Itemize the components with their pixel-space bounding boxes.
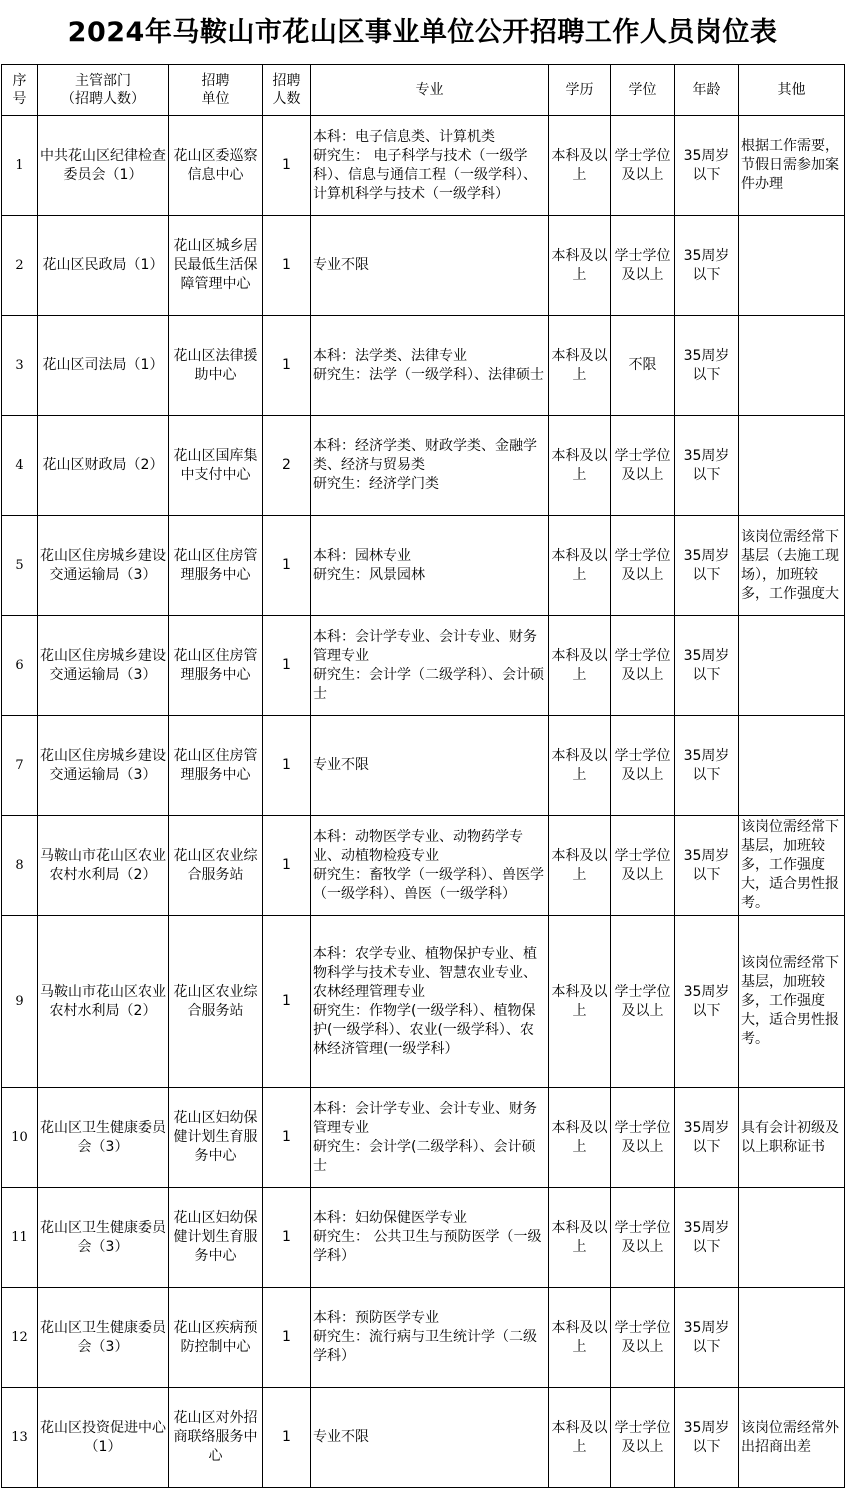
cell-unit: 花山区农业综合服务站 — [169, 916, 263, 1088]
cell-edu: 本科及以上 — [549, 416, 611, 516]
cell-count: 1 — [263, 216, 311, 316]
cell-seq: 6 — [2, 616, 38, 716]
cell-other — [739, 616, 845, 716]
table-row — [2, 1088, 845, 1188]
cell-other: 根据工作需要，节假日需参加案件办理 — [739, 116, 845, 216]
cell-other — [739, 1288, 845, 1388]
col-header-dept: 主管部门 （招聘人数） — [38, 65, 169, 116]
cell-age: 35周岁以下 — [675, 216, 739, 316]
cell-seq: 11 — [2, 1188, 38, 1288]
cell-edu: 本科及以上 — [549, 216, 611, 316]
cell-unit: 花山区妇幼保健计划生育服务中心 — [169, 1088, 263, 1188]
cell-dept: 花山区民政局（1） — [38, 216, 169, 316]
cell-age: 35周岁以下 — [675, 916, 739, 1088]
cell-age: 35周岁以下 — [675, 816, 739, 916]
cell-unit: 花山区住房管理服务中心 — [169, 616, 263, 716]
col-header-edu: 学历 — [549, 65, 611, 116]
cell-other: 该岗位需经常外出招商出差 — [739, 1388, 845, 1488]
cell-major: 本科：经济学类、财政学类、金融学类、经济与贸易类 研究生：经济学门类 — [311, 416, 549, 516]
cell-other: 该岗位需经常下基层（去施工现场），加班较多，工作强度大 — [739, 516, 845, 616]
cell-seq: 12 — [2, 1288, 38, 1388]
cell-dept: 花山区住房城乡建设交通运输局（3） — [38, 516, 169, 616]
cell-major: 本科：园林专业 研究生：风景园林 — [311, 516, 549, 616]
table-row — [2, 1288, 845, 1388]
cell-unit: 花山区城乡居民最低生活保障管理中心 — [169, 216, 263, 316]
cell-other: 该岗位需经常下基层，加班较多，工作强度大，适合男性报考。 — [739, 916, 845, 1088]
table-row — [2, 216, 845, 316]
cell-degree: 学士学位及以上 — [611, 216, 675, 316]
col-header-age: 年龄 — [675, 65, 739, 116]
cell-unit: 花山区疾病预防控制中心 — [169, 1288, 263, 1388]
cell-edu: 本科及以上 — [549, 1188, 611, 1288]
cell-degree: 学士学位及以上 — [611, 1288, 675, 1388]
cell-major: 专业不限 — [311, 216, 549, 316]
cell-other — [739, 416, 845, 516]
cell-seq: 7 — [2, 716, 38, 816]
cell-seq: 2 — [2, 216, 38, 316]
table-row — [2, 816, 845, 916]
cell-degree: 学士学位及以上 — [611, 516, 675, 616]
cell-dept: 马鞍山市花山区农业农村水利局（2） — [38, 816, 169, 916]
cell-major: 本科：会计学专业、会计专业、财务管理专业 研究生：会计学（二级学科）、会计硕士 — [311, 616, 549, 716]
cell-seq: 8 — [2, 816, 38, 916]
table-row — [2, 916, 845, 1088]
cell-dept: 花山区卫生健康委员会（3） — [38, 1188, 169, 1288]
cell-age: 35周岁以下 — [675, 1288, 739, 1388]
cell-degree: 学士学位及以上 — [611, 1188, 675, 1288]
table-row — [2, 516, 845, 616]
cell-dept: 中共花山区纪律检查委员会（1） — [38, 116, 169, 216]
cell-degree: 学士学位及以上 — [611, 716, 675, 816]
table-row — [2, 616, 845, 716]
cell-count: 1 — [263, 916, 311, 1088]
cell-age: 35周岁以下 — [675, 316, 739, 416]
cell-seq: 10 — [2, 1088, 38, 1188]
cell-unit: 花山区妇幼保健计划生育服务中心 — [169, 1188, 263, 1288]
cell-major: 本科：会计学专业、会计专业、财务管理专业 研究生：会计学(二级学科）、会计硕士 — [311, 1088, 549, 1188]
cell-count: 1 — [263, 516, 311, 616]
cell-major: 专业不限 — [311, 1388, 549, 1488]
cell-edu: 本科及以上 — [549, 1088, 611, 1188]
cell-count: 1 — [263, 716, 311, 816]
col-header-other: 其他 — [739, 65, 845, 116]
col-header-major: 专业 — [311, 65, 549, 116]
cell-other — [739, 316, 845, 416]
cell-other: 具有会计初级及以上职称证书 — [739, 1088, 845, 1188]
positions-table — [1, 64, 845, 1488]
cell-edu: 本科及以上 — [549, 816, 611, 916]
cell-degree: 不限 — [611, 316, 675, 416]
cell-unit: 花山区委巡察信息中心 — [169, 116, 263, 216]
cell-major: 本科：法学类、法律专业 研究生：法学（一级学科）、法律硕士 — [311, 316, 549, 416]
cell-dept: 马鞍山市花山区农业农村水利局（2） — [38, 916, 169, 1088]
col-header-unit: 招聘 单位 — [169, 65, 263, 116]
cell-edu: 本科及以上 — [549, 1288, 611, 1388]
cell-count: 1 — [263, 1288, 311, 1388]
cell-dept: 花山区投资促进中心（1） — [38, 1388, 169, 1488]
table-row — [2, 316, 845, 416]
cell-degree: 学士学位及以上 — [611, 1388, 675, 1488]
cell-age: 35周岁以下 — [675, 416, 739, 516]
table-row — [2, 1188, 845, 1288]
cell-major: 专业不限 — [311, 716, 549, 816]
cell-count: 1 — [263, 616, 311, 716]
cell-seq: 4 — [2, 416, 38, 516]
cell-degree: 学士学位及以上 — [611, 1088, 675, 1188]
cell-dept: 花山区卫生健康委员会（3） — [38, 1088, 169, 1188]
table-row — [2, 416, 845, 516]
cell-count: 1 — [263, 1388, 311, 1488]
cell-dept: 花山区住房城乡建设交通运输局（3） — [38, 616, 169, 716]
cell-unit: 花山区对外招商联络服务中心 — [169, 1388, 263, 1488]
cell-age: 35周岁以下 — [675, 716, 739, 816]
cell-edu: 本科及以上 — [549, 616, 611, 716]
cell-count: 1 — [263, 816, 311, 916]
cell-seq: 1 — [2, 116, 38, 216]
table-row — [2, 716, 845, 816]
cell-dept: 花山区司法局（1） — [38, 316, 169, 416]
cell-major: 本科：电子信息类、计算机类 研究生： 电子科学与技术（一级学科）、信息与通信工程（一级学科）、计算机科学与技术（一级学科） — [311, 116, 549, 216]
col-header-count: 招聘 人数 — [263, 65, 311, 116]
cell-unit: 花山区国库集中支付中心 — [169, 416, 263, 516]
cell-major: 本科：预防医学专业 研究生：流行病与卫生统计学（二级学科） — [311, 1288, 549, 1388]
cell-seq: 5 — [2, 516, 38, 616]
cell-unit: 花山区农业综合服务站 — [169, 816, 263, 916]
cell-age: 35周岁以下 — [675, 616, 739, 716]
cell-dept: 花山区卫生健康委员会（3） — [38, 1288, 169, 1388]
cell-other — [739, 1188, 845, 1288]
cell-major: 本科：农学专业、植物保护专业、植物科学与技术专业、智慧农业专业、农林经理管理专业 研究生：作物学(一级学科）、植物保护(一级学科）、农业(一级学科）、农林经济管理(一级学科） — [311, 916, 549, 1088]
cell-other — [739, 216, 845, 316]
cell-seq: 3 — [2, 316, 38, 416]
cell-age: 35周岁以下 — [675, 1088, 739, 1188]
cell-edu: 本科及以上 — [549, 716, 611, 816]
cell-age: 35周岁以下 — [675, 1388, 739, 1488]
table-row — [2, 1388, 845, 1488]
cell-other: 该岗位需经常下基层，加班较多，工作强度大，适合男性报考。 — [739, 816, 845, 916]
col-header-degree: 学位 — [611, 65, 675, 116]
page-title: 2024年马鞍山市花山区事业单位公开招聘工作人员岗位表 — [67, 17, 778, 48]
cell-count: 1 — [263, 1188, 311, 1288]
cell-age: 35周岁以下 — [675, 116, 739, 216]
cell-count: 2 — [263, 416, 311, 516]
cell-degree: 学士学位及以上 — [611, 916, 675, 1088]
cell-dept: 花山区财政局（2） — [38, 416, 169, 516]
cell-unit: 花山区法律援助中心 — [169, 316, 263, 416]
cell-seq: 13 — [2, 1388, 38, 1488]
cell-other — [739, 716, 845, 816]
cell-degree: 学士学位及以上 — [611, 616, 675, 716]
cell-edu: 本科及以上 — [549, 516, 611, 616]
cell-major: 本科：妇幼保健医学专业 研究生： 公共卫生与预防医学（一级学科） — [311, 1188, 549, 1288]
cell-degree: 学士学位及以上 — [611, 416, 675, 516]
cell-age: 35周岁以下 — [675, 516, 739, 616]
cell-degree: 学士学位及以上 — [611, 116, 675, 216]
cell-count: 1 — [263, 116, 311, 216]
cell-edu: 本科及以上 — [549, 316, 611, 416]
cell-edu: 本科及以上 — [549, 916, 611, 1088]
cell-seq: 9 — [2, 916, 38, 1088]
col-header-seq: 序 号 — [2, 65, 38, 116]
cell-dept: 花山区住房城乡建设交通运输局（3） — [38, 716, 169, 816]
cell-major: 本科：动物医学专业、动物药学专业、动植物检疫专业 研究生：畜牧学（一级学科）、兽医学（一级学科）、兽医（一级学科） — [311, 816, 549, 916]
cell-age: 35周岁以下 — [675, 1188, 739, 1288]
cell-unit: 花山区住房管理服务中心 — [169, 516, 263, 616]
cell-edu: 本科及以上 — [549, 116, 611, 216]
table-row — [2, 116, 845, 216]
cell-unit: 花山区住房管理服务中心 — [169, 716, 263, 816]
header-row — [2, 65, 845, 116]
cell-count: 1 — [263, 316, 311, 416]
cell-degree: 学士学位及以上 — [611, 816, 675, 916]
cell-edu: 本科及以上 — [549, 1388, 611, 1488]
cell-count: 1 — [263, 1088, 311, 1188]
